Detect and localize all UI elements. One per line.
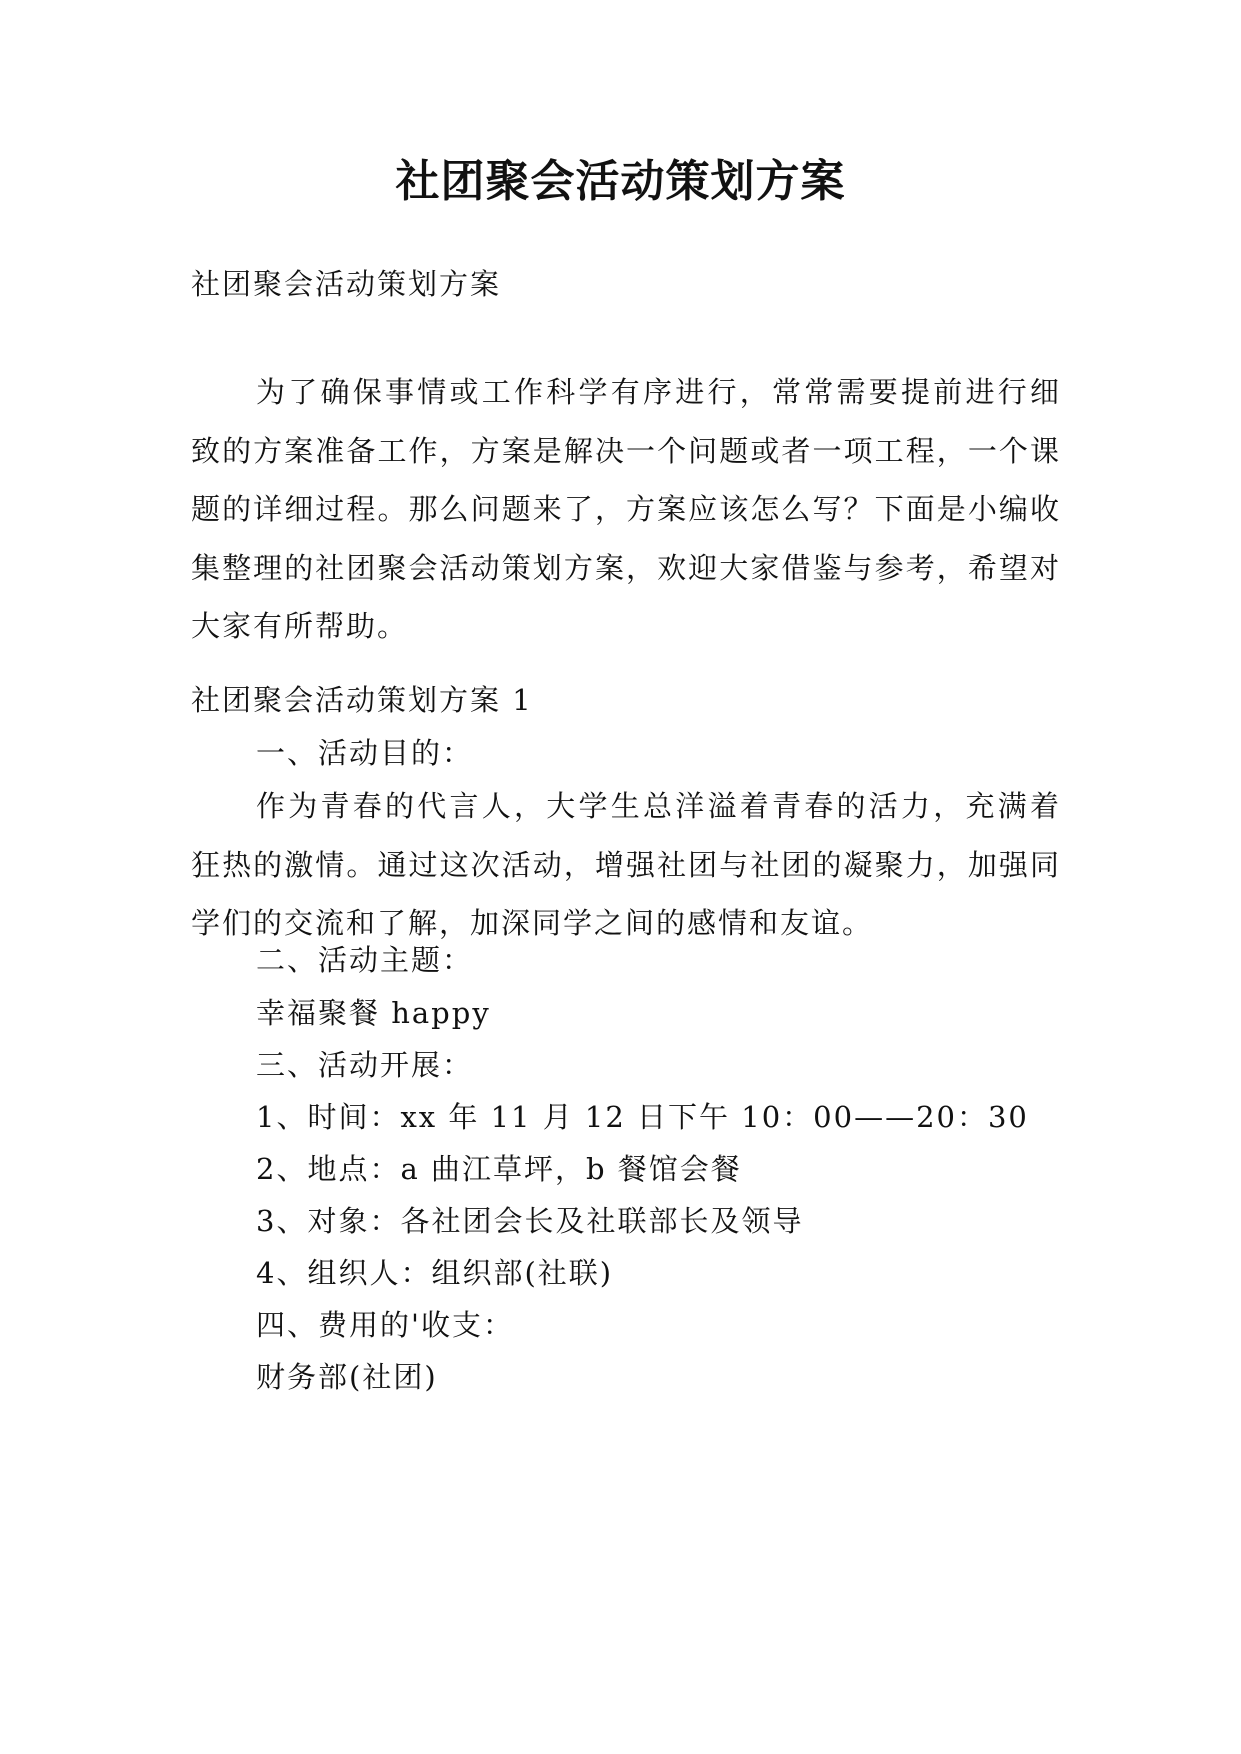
theme-text: 幸福聚餐 happy bbox=[256, 996, 491, 1030]
plan-item-audience: 3、对象：各社团会长及社联部长及领导 bbox=[256, 1204, 804, 1238]
goal-paragraph: 作为青春的代言人，大学生总洋溢着青春的活力，充满着狂热的激情。通过这次活动，增强社团与社团的凝聚力，加强同学们的交流和了解，加深同学之间的感情和友谊。 bbox=[191, 789, 1061, 940]
plan-heading: 三、活动开展： bbox=[256, 1048, 474, 1082]
document-subtitle: 社团聚会活动策划方案 bbox=[191, 267, 502, 301]
cost-text: 财务部(社团) bbox=[256, 1360, 438, 1394]
theme-heading: 二、活动主题： bbox=[256, 943, 474, 977]
plan-item-location: 2、地点：a 曲江草坪，b 餐馆会餐 bbox=[256, 1152, 742, 1186]
document-title: 社团聚会活动策划方案 bbox=[395, 156, 846, 207]
cost-heading: 四、费用的'收支： bbox=[256, 1308, 514, 1342]
section-heading: 社团聚会活动策划方案 1 bbox=[191, 683, 533, 717]
goal-heading: 一、活动目的： bbox=[256, 736, 474, 770]
intro-paragraph: 为了确保事情或工作科学有序进行，常常需要提前进行细致的方案准备工作，方案是解决一个问题或者一项工程，一个课题的详细过程。那么问题来了，方案应该怎么写？下面是小编收集整理的社团聚会活动策划方案，欢迎大家借鉴与参考，希望对大家有所帮助。 bbox=[191, 375, 1061, 643]
plan-item-organizer: 4、组织人：组织部(社联) bbox=[256, 1256, 614, 1290]
plan-item-time: 1、时间：xx 年 11 月 12 日下午 10：00——20：30 bbox=[256, 1100, 1029, 1134]
